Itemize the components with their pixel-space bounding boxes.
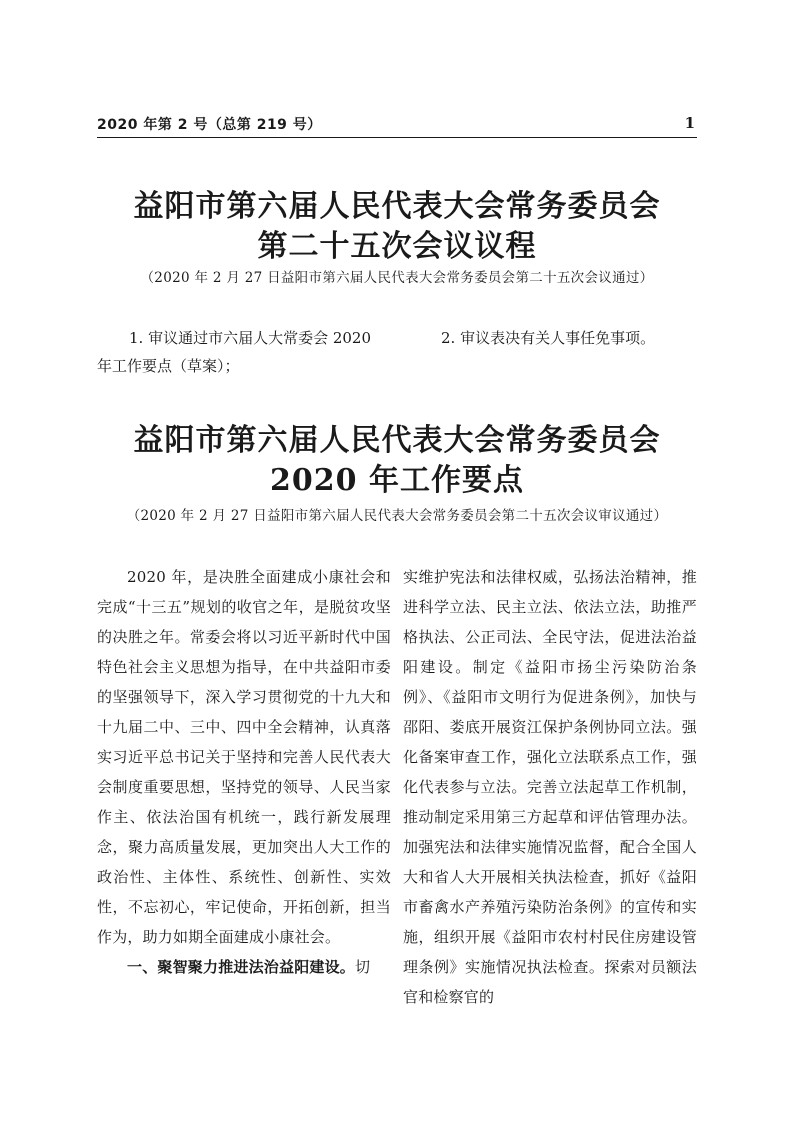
section1-continued: 实维护宪法和法律权威，弘扬法治精神，推进科学立法、民主立法、依法立法，助推严格执法、公正司法、全民守法，促进法治益阳建设。制定《益阳市扬尘污染防治条例》、《益阳市文明行为促进条例》，加快与邵阳、娄底开展资江保护条例协同立法。强化备案审查工作，强化立法联系点工作，强化代表参与立法。完善立法起草工作机制，推动制定采用第三方起草和评估管理办法。加强宪法和法律实施情况监督，配合全国人大和省人大开展相关执法检查，抓好《益阳市畜禽水产养殖污染防治条例》的宣传和实施，组织开展《益阳市农村村民住房建设管理条例》实施情况执法检查。探索对员额法官和检察官的: [403, 568, 697, 1006]
issue-label: 2020 年第 2 号（总第 219 号）: [97, 117, 322, 133]
agenda-item-1: 1. 审议通过市六届人大常委会 2020: [129, 329, 372, 347]
agenda-item-1-continued: 年工作要点（草案）；: [97, 357, 240, 375]
agenda-title-line1: 益阳市第六届人民代表大会常务委员会: [133, 189, 661, 224]
workplan-note: （2020 年 2 月 27 日益阳市第六届人民代表大会常务委员会第二十五次会议审议通过）: [126, 508, 668, 524]
section1-start-text: 切: [355, 958, 371, 976]
page-number: 1: [684, 114, 695, 132]
intro-paragraph: 2020 年，是决胜全面建成小康社会和完成“十三五”规划的收官之年，是脱贫攻坚的决胜之年。常委会将以习近平新时代中国特色社会主义思想为指导，在中共益阳市委的坚强领导下，深入学习贯彻党的十九大和十九届二中、三中、四中全会精神，认真落实习近平总书记关于坚持和完善人民代表大会制度重要思想，坚持党的领导、人民当家作主、依法治国有机统一，践行新发展理念，聚力高质量发展，更加突出人大工作的政治性、主体性、系统性、创新性、实效性，不忘初心，牢记使命，开拓创新，担当作为，助力如期全面建成小康社会。: [97, 568, 391, 946]
running-header: [97, 112, 697, 136]
section1-paragraph-start: [97, 952, 391, 982]
agenda-note: （2020 年 2 月 27 日益阳市第六届人民代表大会常务委员会第二十五次会议通过）: [140, 270, 654, 286]
agenda-item-2: 2. 审议表决有关人事任免事项。: [441, 329, 656, 347]
section1-heading: 一、聚智聚力推进法治益阳建设。: [127, 958, 356, 976]
workplan-title-line2: 2020 年工作要点: [270, 463, 524, 498]
right-column: [403, 562, 697, 1012]
left-column: [97, 562, 391, 982]
header-rule: [97, 137, 697, 138]
agenda-title-line2: 第二十五次会议议程: [257, 229, 537, 264]
workplan-title-line1: 益阳市第六届人民代表大会常务委员会: [133, 423, 661, 458]
